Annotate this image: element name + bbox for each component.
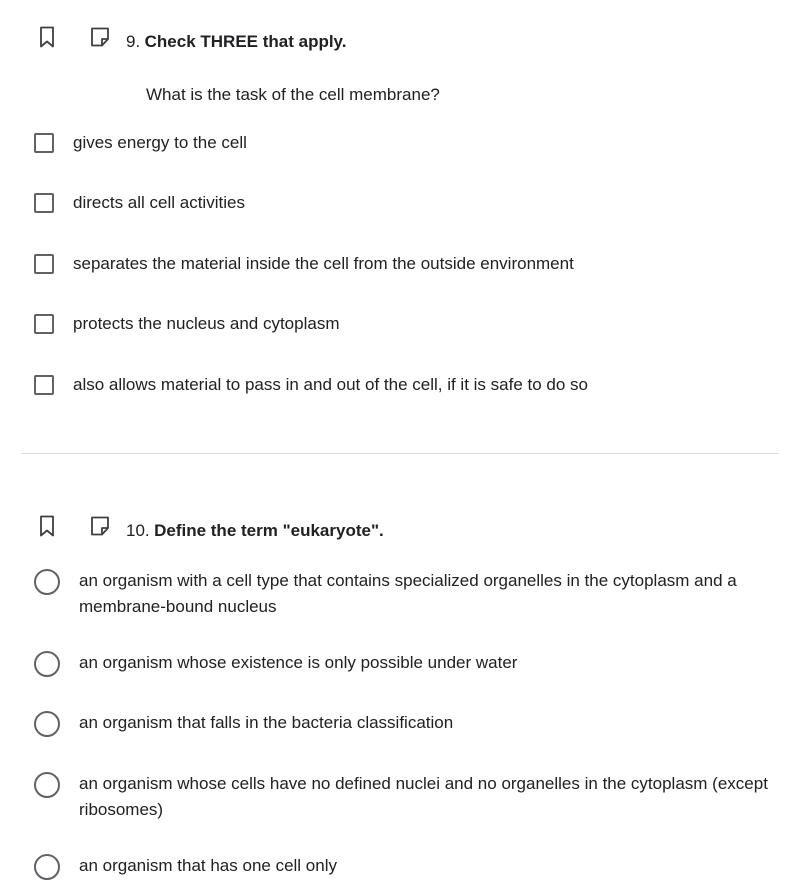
option-label: also allows material to pass in and out of the cell, if it is safe to do so [73, 375, 588, 394]
checkbox[interactable] [34, 133, 54, 153]
question-title: Define the term "eukaryote". [154, 521, 384, 540]
radio-button[interactable] [34, 854, 60, 880]
radio-button[interactable] [34, 711, 60, 737]
radio-button[interactable] [34, 772, 60, 798]
radio-option[interactable] [34, 568, 784, 620]
section-divider [21, 453, 779, 454]
option-label: gives energy to the cell [73, 133, 247, 152]
radio-button[interactable] [34, 651, 60, 677]
option-label: an organism with a cell type that contains specialized organelles in the cytoplasm and a membrane-bound nucleus [79, 571, 737, 616]
radio-option[interactable] [34, 650, 784, 677]
bookmark-icon[interactable] [35, 514, 59, 538]
checkbox-option[interactable] [34, 311, 339, 337]
option-label: directs all cell activities [73, 193, 245, 212]
checkbox[interactable] [34, 314, 54, 334]
radio-option[interactable] [34, 771, 784, 823]
checkbox-option[interactable] [34, 190, 245, 216]
checkbox-option[interactable] [34, 372, 588, 398]
option-label: separates the material inside the cell from the outside environment [73, 254, 574, 273]
radio-option[interactable] [34, 710, 784, 737]
question-10-header [126, 521, 384, 541]
option-label: an organism whose cells have no defined nuclei and no organelles in the cytoplasm (except ribosomes) [79, 774, 768, 819]
bookmark-icon[interactable] [35, 25, 59, 49]
question-9-header [126, 32, 346, 52]
sticky-note-icon[interactable] [88, 514, 112, 538]
radio-option[interactable] [34, 853, 784, 880]
option-label: an organism that falls in the bacteria classification [79, 713, 454, 732]
option-label: an organism that has one cell only [79, 856, 337, 875]
checkbox-option[interactable] [34, 251, 574, 277]
option-label: protects the nucleus and cytoplasm [73, 314, 340, 333]
question-number: 10. [126, 521, 150, 540]
question-number: 9. [126, 32, 141, 51]
checkbox-option[interactable] [34, 130, 247, 156]
question-title: Check THREE that apply. [144, 32, 347, 51]
sticky-note-icon[interactable] [88, 25, 112, 49]
radio-button[interactable] [34, 569, 60, 595]
checkbox[interactable] [34, 375, 54, 395]
checkbox[interactable] [34, 254, 54, 274]
checkbox[interactable] [34, 193, 54, 213]
option-label: an organism whose existence is only possible under water [79, 653, 518, 672]
question-text: What is the task of the cell membrane? [146, 85, 440, 104]
